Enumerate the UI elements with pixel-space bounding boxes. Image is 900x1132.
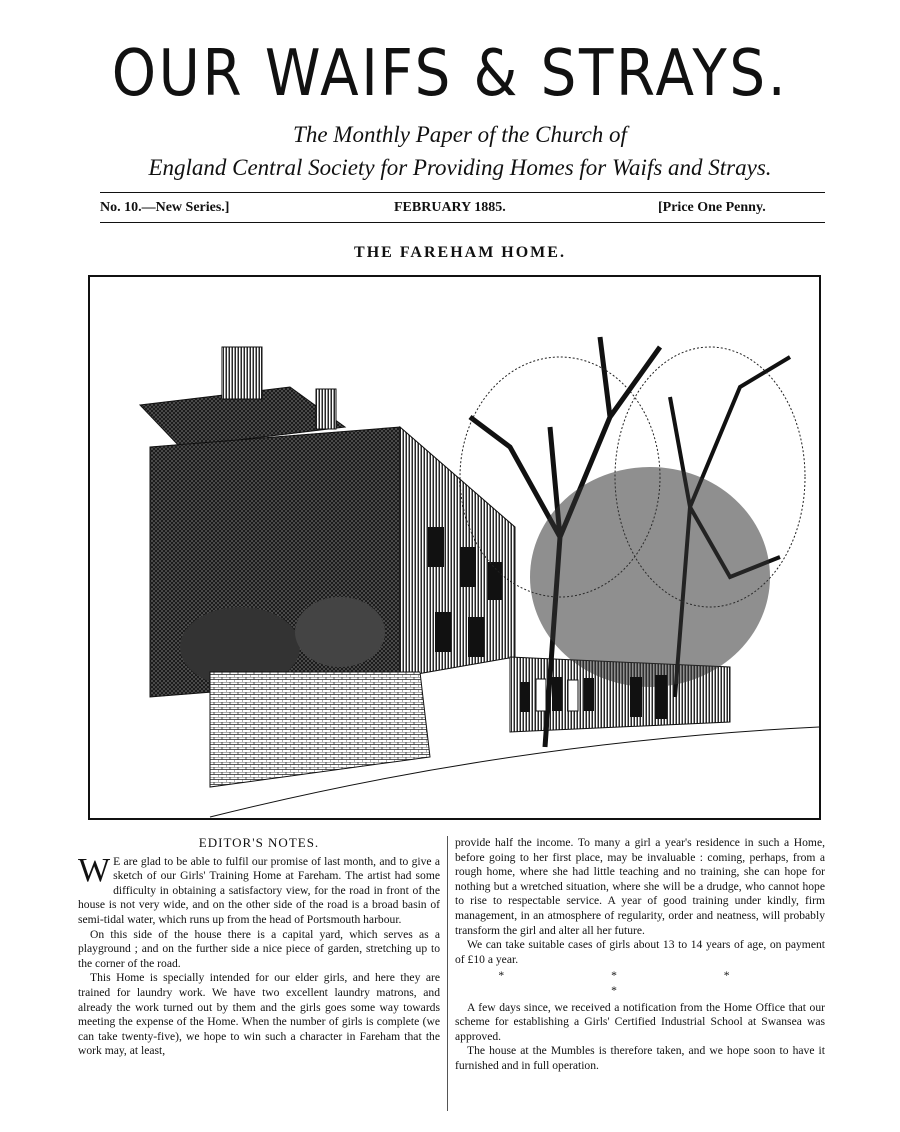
section-stars: * * * * [498,969,782,997]
masthead-title: OUR WAIFS & STRAYS. [111,37,789,111]
issue-rule-bottom [100,222,825,223]
subtitle-line-1: The Monthly Paper of the Church of [293,122,627,147]
subtitle-line-2: England Central Society for Providing Homes for Waifs and Strays. [148,155,772,180]
editors-notes-paragraph-1 [78,851,440,928]
editors-notes-paragraph-3: This Home is specially intended for our elder girls, and here they are trained for laundry work. We have two excellent laundry matrons, and already the work turned out by them and the girls goes some way towards meeting the expense of the Home. When the number of girls is complete (we can take twenty-five), we hope to win such a character in Fareham that the work may, at least, [78,971,440,1058]
editors-notes-paragraph-5: We can take suitable cases of girls about 13 to 14 years of age, on payment of £10 a year. [455,938,825,966]
fareham-home-illustration [88,275,821,820]
section-title: THE FAREHAM HOME. [354,244,566,261]
editors-notes-right-column [455,836,825,1074]
editors-notes-title: EDITOR'S NOTES. [198,835,320,850]
editors-notes-paragraph-7: The house at the Mumbles is therefore taken, and we hope soon to have it furnished and in full operation. [455,1044,825,1072]
editors-notes-paragraph-6: A few days since, we received a notification from the Home Office that our scheme for establishing a Girls' Certified Industrial School at Swansea was approved. [455,1000,825,1043]
issue-date: FEBRUARY 1885. [394,200,506,215]
dropcap: W [78,851,111,889]
editors-notes-paragraph-4: provide half the income. To many a girl a year's residence in such a Home, before going to her first place, may be invaluable : coming, perhaps, from a rough home, where she had little teaching and no training, she can hope for nothing but a wretched situation, where she will be a drudge, who cannot hope to rise to respectable service. A year of good training under kindly, firm management, in an atmosphere of regularity, order and neatness, will probably transform the girl and alter all her future. [455,836,825,937]
editors-notes-paragraph-2: On this side of the house there is a capital yard, which serves as a playground ; and on the further side a nice piece of garden, stretching up to the corner of the road. [78,927,440,970]
column-divider [447,836,448,1111]
editors-notes-left-column [78,836,440,1059]
paragraph-1-text: E are glad to be able to fulfil our promise of last month, and to give a sketch of our Girls' Training Home at Fareham. The artist had some difficulty in obtaining a satisfactory view, for the road in front of the house is not very wide, and on the other side of the road is a broad basin of semi-tidal water, which runs up from the head of Portsmouth harbour. [78,854,440,926]
issue-rule-top [100,192,825,193]
issue-price: [Price One Penny. [658,200,766,215]
issue-number: No. 10.—New Series.] [100,200,230,215]
